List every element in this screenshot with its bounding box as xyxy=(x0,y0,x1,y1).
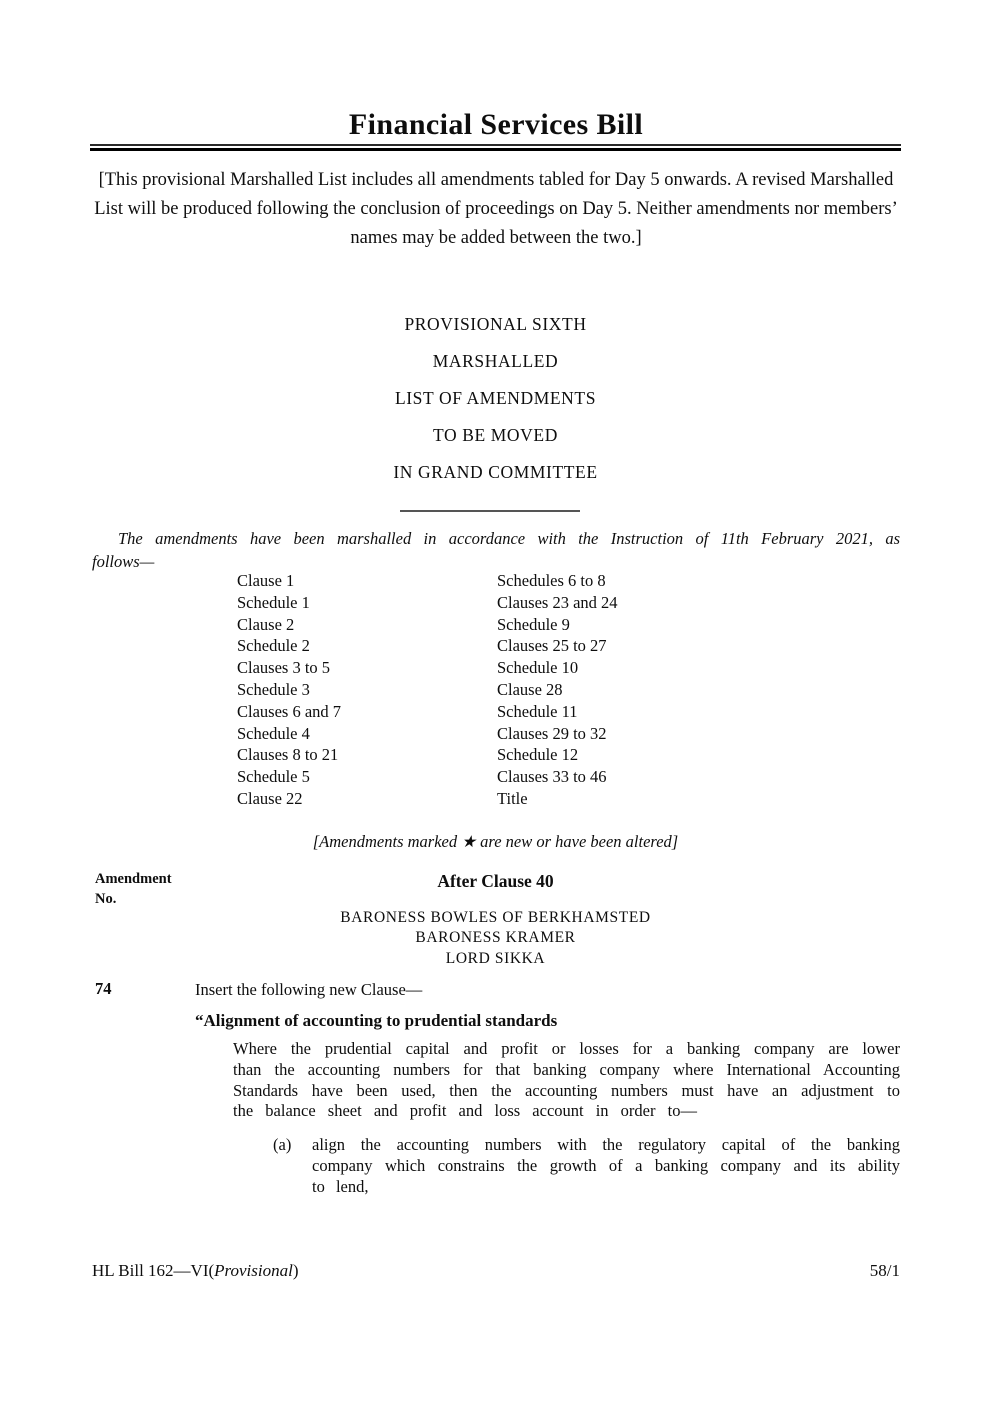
marshalling-entry: Clauses 23 and 24 xyxy=(497,592,618,612)
marshalling-entry: Schedules 6 to 8 xyxy=(497,571,606,590)
page-footer xyxy=(92,1261,900,1281)
title-rule xyxy=(90,144,901,151)
heading-line-3: LIST OF AMENDMENTS xyxy=(394,388,597,408)
sponsor-name: LORD SIKKA xyxy=(445,949,546,967)
marshalling-instruction: The amendments have been marshalled in accordance with the Instruction of 11th February 2021, as follows— xyxy=(92,529,900,571)
amendment-number: 74 xyxy=(95,979,112,998)
marshalling-entry: Clauses 25 to 27 xyxy=(497,636,607,656)
marshalling-column-right xyxy=(497,570,618,810)
amendment-body xyxy=(195,979,900,1197)
marshalling-entry: Schedule 12 xyxy=(497,745,579,765)
bill-reference-prefix: HL Bill 162—VI( xyxy=(92,1261,215,1280)
marshalling-entry: Clause 22 xyxy=(237,788,303,808)
marshalling-entry: Schedule 1 xyxy=(237,592,310,612)
marshalling-entry: Schedule 3 xyxy=(237,679,310,699)
star-note: [Amendments marked ★ are new or have been altered] xyxy=(312,832,679,851)
sponsor-list xyxy=(0,908,991,969)
page-title: Financial Services Bill xyxy=(348,108,644,141)
marshalling-entry: Clauses 6 and 7 xyxy=(237,701,342,721)
marshalling-entry: Clause 1 xyxy=(237,571,295,590)
marshalling-entry: Clause 28 xyxy=(497,679,563,699)
marshalling-entry: Clauses 29 to 32 xyxy=(497,723,607,743)
marshalling-entry: Title xyxy=(497,788,528,808)
section-divider xyxy=(400,510,580,512)
bill-reference-provisional: Provisional xyxy=(214,1261,293,1280)
page-reference: 58/1 xyxy=(869,1261,900,1280)
heading-line-5: IN GRAND COMMITTEE xyxy=(393,462,598,482)
bill-reference-suffix: ) xyxy=(292,1261,299,1280)
sub-item-text: align the accounting numbers with the regulatory capital of the banking company which constrains the growth of a banking company and its ability to lend, xyxy=(312,1135,900,1197)
new-clause-text: Where the prudential capital and profit or losses for a banking company are lower than the accounting numbers for that banking company where International Accounting Standards have been used, then the accounting numbers must have an adjustment to the balance sheet and profit and loss account in order to— xyxy=(233,1039,900,1121)
marshalling-entry: Clauses 3 to 5 xyxy=(237,658,331,678)
amendment-entry xyxy=(95,979,900,1197)
amendment-no-label-line2: No. xyxy=(95,891,117,907)
sub-item-marker: (a) xyxy=(273,1135,292,1155)
marshalling-column-left xyxy=(237,570,341,810)
amendment-instruction: Insert the following new Clause— xyxy=(195,980,423,999)
amendment-no-label-line1: Amendment xyxy=(95,871,172,887)
marshalling-entry: Schedule 4 xyxy=(237,723,310,743)
heading-line-4: TO BE MOVED xyxy=(433,425,558,445)
marshalling-order xyxy=(0,570,991,810)
bill-reference xyxy=(92,1261,299,1281)
marshalling-entry: Clauses 33 to 46 xyxy=(497,767,607,787)
marshalling-entry: Schedule 2 xyxy=(237,636,310,656)
sponsor-name: BARONESS BOWLES OF BERKHAMSTED xyxy=(340,909,651,926)
clause-sub-item-a xyxy=(273,1134,900,1197)
sponsor-name: BARONESS KRAMER xyxy=(415,929,576,947)
marshalling-entry: Schedule 10 xyxy=(497,658,579,678)
marshalling-entry: Schedule 11 xyxy=(497,701,578,721)
marshalling-entry: Schedule 5 xyxy=(237,767,310,787)
heading-line-2: MARSHALLED xyxy=(432,351,559,371)
list-headings xyxy=(0,306,991,491)
marshalling-entry: Clauses 8 to 21 xyxy=(237,745,339,765)
amendment-location-heading: After Clause 40 xyxy=(437,871,554,891)
marshalling-entry: Clause 2 xyxy=(237,614,295,634)
provisional-notice: [This provisional Marshalled List includes all amendments tabled for Day 5 onwards. A revised Marshalled List will be produced following the conclusion of proceedings on Day 5. Neither amendments nor members’ names may be added between the two.] xyxy=(94,170,898,248)
new-clause-title: “Alignment of accounting to prudential standards xyxy=(195,1011,558,1030)
heading-line-1: PROVISIONAL SIXTH xyxy=(404,314,587,334)
marshalling-entry: Schedule 9 xyxy=(497,614,570,634)
